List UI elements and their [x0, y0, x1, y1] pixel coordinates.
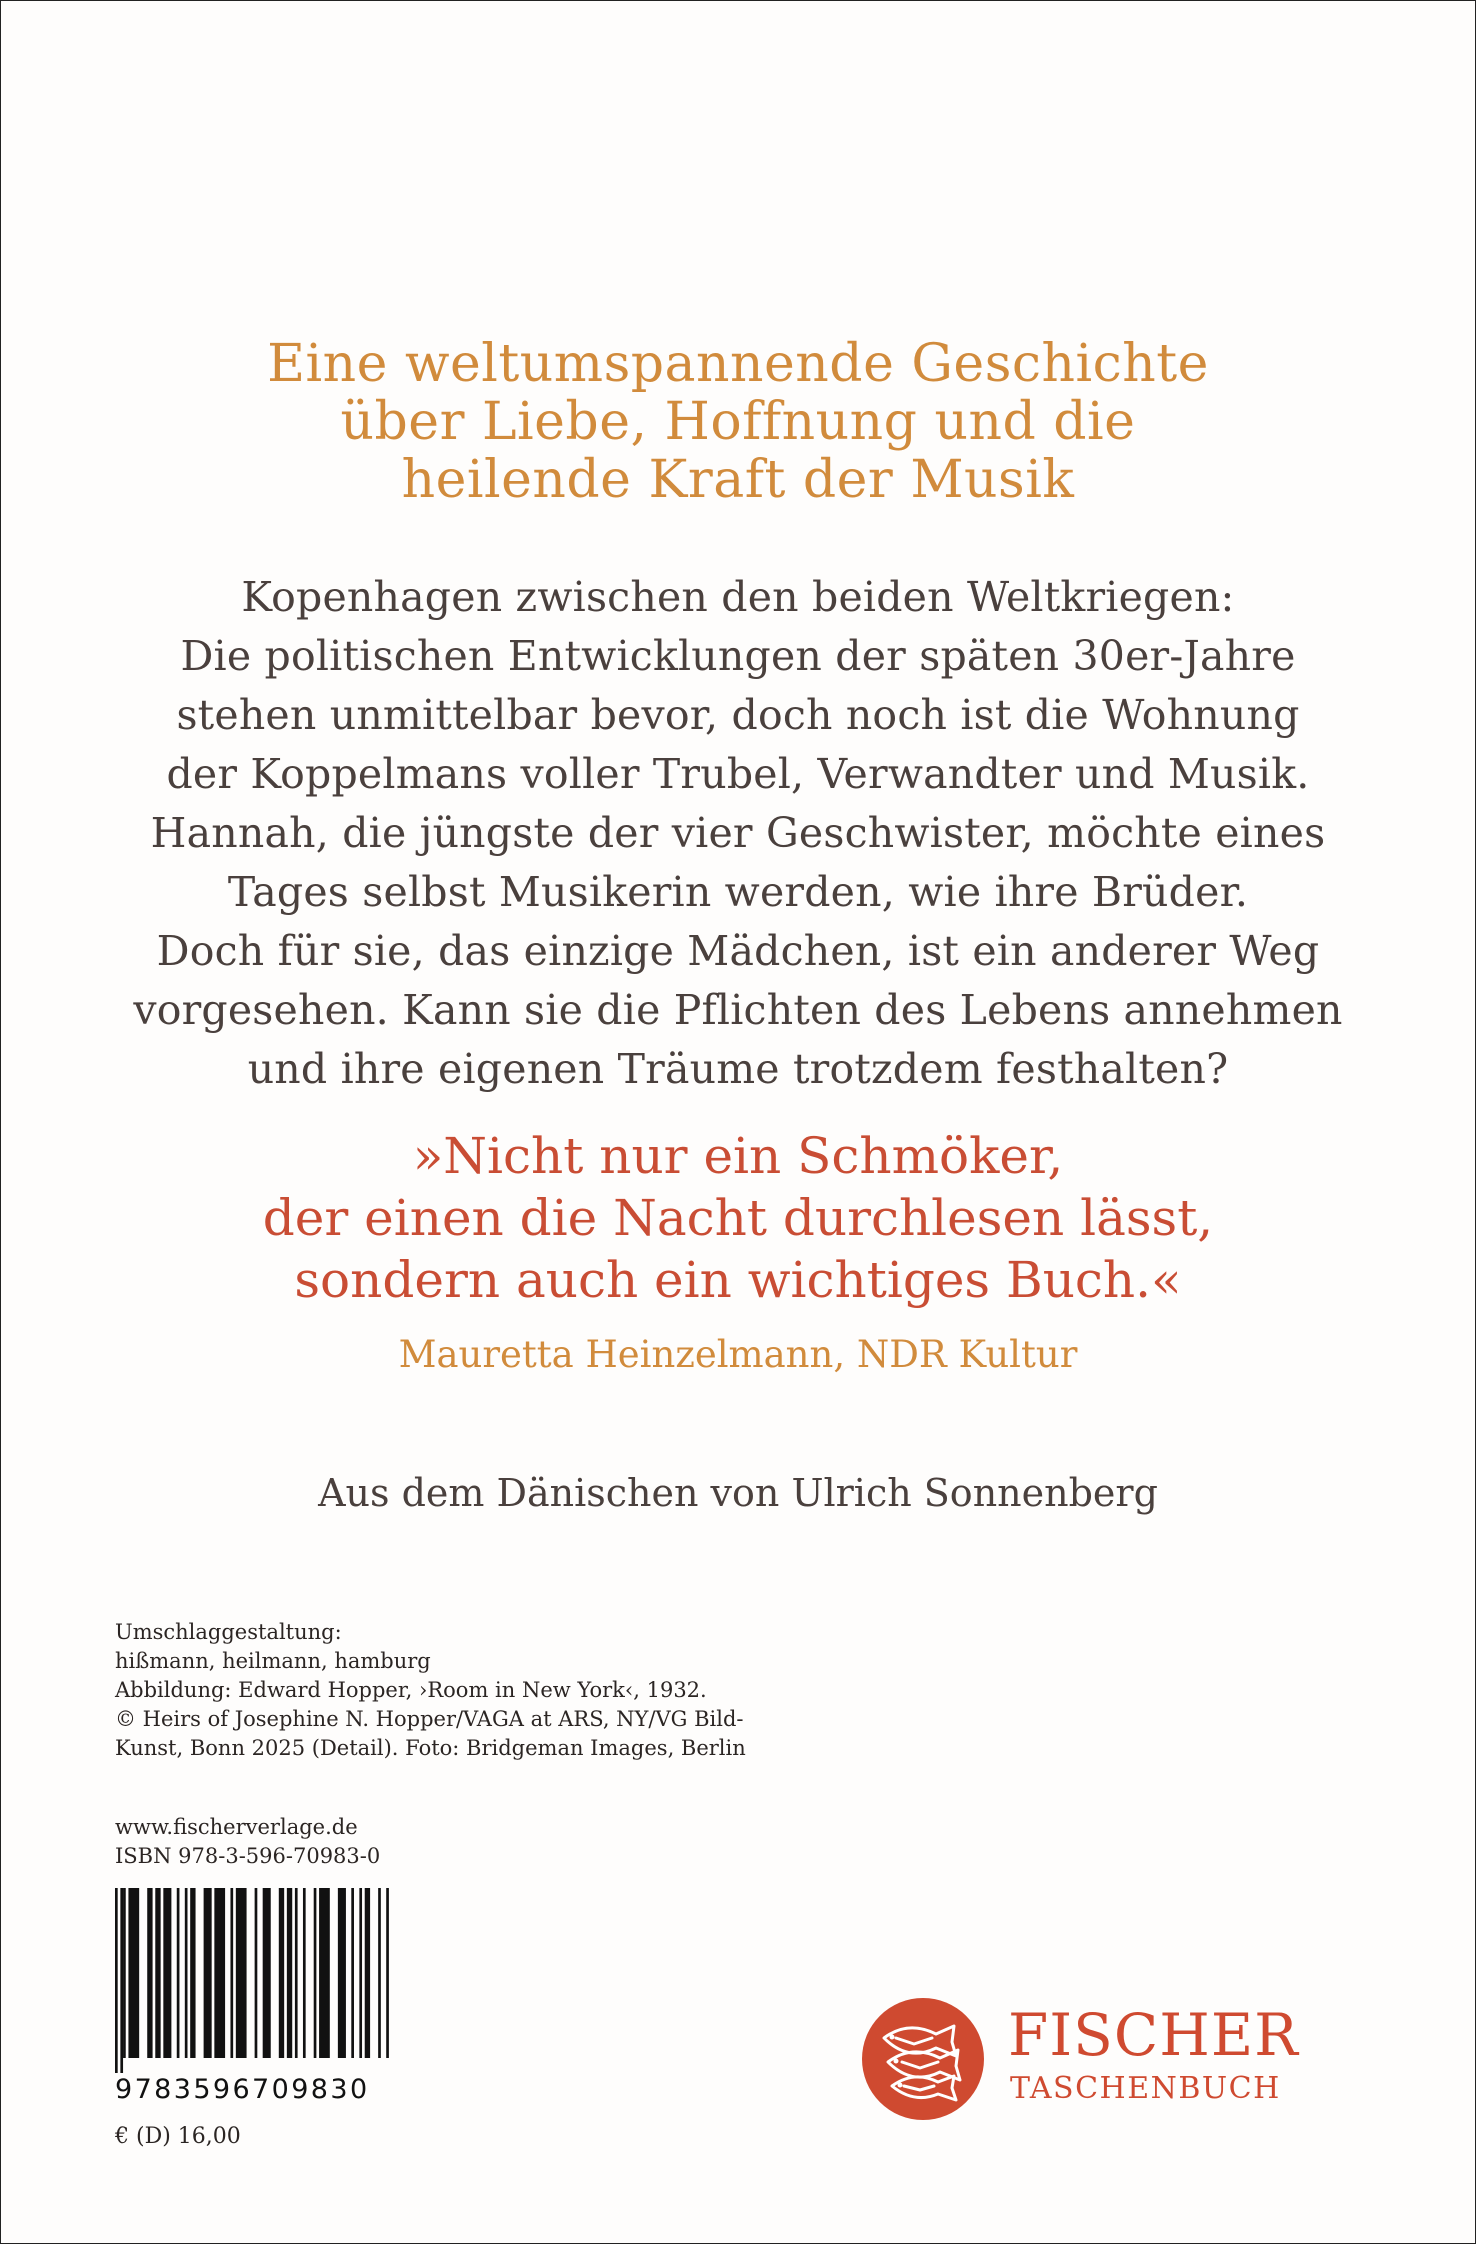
barcode-bar — [204, 1888, 212, 2058]
quote-line: »Nicht nur ein Schmöker, — [412, 1127, 1064, 1185]
blurb-line: der Koppelmans voller Trubel, Verwandter und Musik. — [166, 750, 1310, 798]
barcode-bar — [147, 1888, 152, 2058]
barcode-bar — [351, 1888, 354, 2058]
barcode-bar — [295, 1888, 298, 2058]
barcode-digits: 9783596709830 — [115, 2074, 370, 2105]
logo-subtitle: TASCHENBUCH — [1010, 2071, 1281, 2106]
headline-line: über Liebe, Hoffnung und die — [340, 392, 1136, 452]
three-fish-icon — [862, 1998, 984, 2120]
barcode-bar — [236, 1888, 247, 2058]
barcode-bar — [230, 1888, 233, 2058]
barcode-bar — [287, 1888, 292, 2058]
barcode-bar — [123, 1888, 126, 2058]
barcode-bar — [338, 1888, 346, 2058]
barcode-bar — [128, 1888, 139, 2058]
credits-line: hißmann, heilmann, hamburg — [115, 1649, 431, 1673]
headline — [0, 335, 1476, 509]
barcode-bar — [120, 1888, 123, 2073]
credits-line: Umschlaggestaltung: — [115, 1620, 342, 1644]
barcode-bar — [155, 1888, 160, 2058]
blurb-line: Tages selbst Musikerin werden, wie ihre Brüder. — [227, 868, 1249, 916]
blurb-line: Die politischen Entwicklungen der späten 30er-Jahre — [180, 632, 1296, 680]
headline-line: heilende Kraft der Musik — [401, 450, 1075, 510]
barcode-bar — [185, 1888, 188, 2058]
quote-line: sondern auch ein wichtiges Buch.« — [294, 1251, 1182, 1309]
website-link[interactable]: www.fischerverlage.de — [115, 1815, 358, 1839]
publisher-info — [115, 1813, 715, 1871]
translator-credit: Aus dem Dänischen von Ulrich Sonnenberg — [318, 1471, 1158, 1515]
blurb-line: Kopenhagen zwischen den beiden Weltkriegen: — [241, 573, 1235, 621]
blurb-line: und ihre eigenen Träume trotzdem festhalten? — [247, 1045, 1229, 1093]
quote-line: der einen die Nacht durchlesen lässt, — [262, 1189, 1214, 1247]
barcode-bar — [115, 1888, 118, 2073]
logo-name: FISCHER — [1008, 2001, 1299, 2069]
blurb-line: vorgesehen. Kann sie die Pflichten des Lebens annehmen — [133, 986, 1343, 1034]
barcode-bar — [263, 1888, 271, 2058]
blurb-line: stehen unmittelbar bevor, doch noch ist die Wohnung — [176, 691, 1300, 739]
headline-line: Eine weltumspannende Geschichte — [267, 334, 1209, 394]
barcode-bar — [255, 1888, 258, 2058]
quote-source: Mauretta Heinzelmann, NDR Kultur — [398, 1333, 1078, 1376]
barcode-bar — [319, 1888, 330, 2058]
credits-line: Kunst, Bonn 2025 (Detail). Foto: Bridgeman Images, Berlin — [115, 1736, 746, 1760]
barcode-bar — [303, 1888, 306, 2058]
barcode-bar — [163, 1888, 171, 2058]
publisher-logo — [860, 1995, 1380, 2125]
cover-credits — [115, 1618, 875, 1763]
barcode-bar — [190, 1888, 195, 2058]
barcode-bar — [386, 1888, 389, 2058]
credits-line: © Heirs of Josephine N. Hopper/VAGA at ARS, NY/VG Bild- — [115, 1707, 744, 1731]
book-blurb — [0, 568, 1476, 1099]
barcode-bar — [177, 1888, 180, 2058]
blurb-line: Doch für sie, das einzige Mädchen, ist ein anderer Weg — [156, 927, 1320, 975]
price: € (D) 16,00 — [115, 2124, 241, 2149]
barcode-bar — [279, 1888, 284, 2058]
barcode-bar — [378, 1888, 381, 2058]
barcode-bar — [214, 1888, 225, 2058]
barcode-bar — [314, 1888, 317, 2058]
barcode — [115, 1888, 405, 2073]
barcode-bar — [359, 1888, 362, 2058]
blurb-line: Hannah, die jüngste der vier Geschwister, möchte eines — [150, 809, 1326, 857]
barcode-bar — [365, 1888, 370, 2058]
review-quote — [0, 1125, 1476, 1311]
isbn: ISBN 978-3-596-70983-0 — [115, 1844, 381, 1868]
credits-line: Abbildung: Edward Hopper, ›Room in New York‹, 1932. — [115, 1678, 707, 1702]
